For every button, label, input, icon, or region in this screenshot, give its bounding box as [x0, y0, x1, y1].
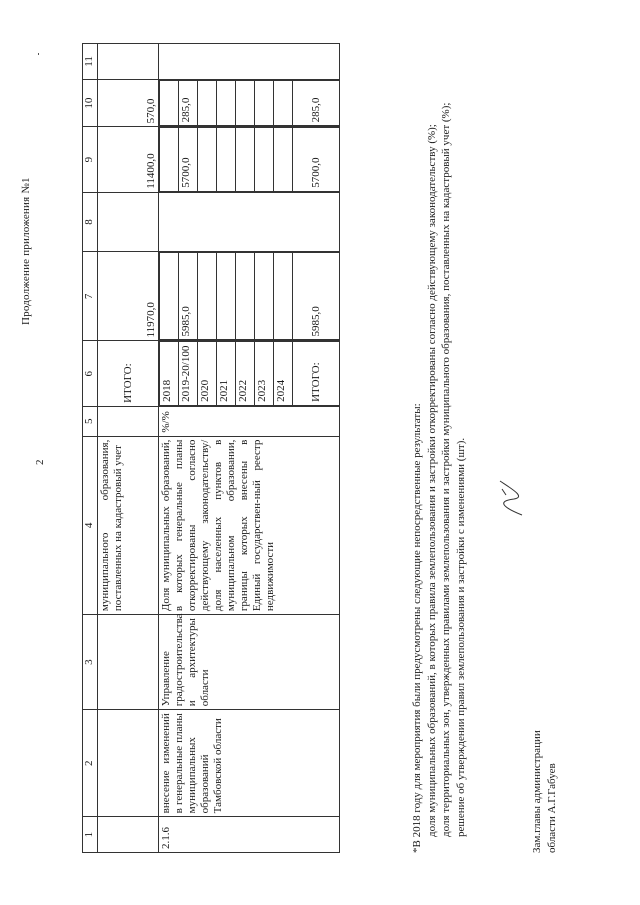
year: 2018 [160, 342, 179, 405]
executor: Управление градостроительства и архитектуры области [159, 615, 340, 710]
measures-table [82, 43, 340, 853]
col-header: 8 [83, 192, 98, 251]
signature-block [530, 730, 560, 853]
continuation-row [98, 44, 159, 853]
col-header: 3 [83, 615, 98, 710]
table-row [159, 44, 340, 853]
row-total-c10: 285,0 [293, 80, 340, 126]
total-c9: 11400,0 [98, 127, 159, 192]
y2019-c7: 5985,0 [179, 253, 198, 340]
y2019-c9: 5700,0 [179, 128, 198, 191]
measure-name: внесение изменений в генеральные планы муниципальных образований Тамбовской области [159, 710, 340, 817]
year: 2022 [236, 342, 255, 405]
continued-indicator-text: муниципального образования, поставленных на кадастровый учет [98, 436, 159, 614]
signature-title: Зам.главы администрации [531, 730, 543, 853]
year: 2020 [198, 342, 217, 405]
col-header: 7 [83, 252, 98, 341]
footnote: доля территориальных зон, утвержденных правилами землепользования и застройки муниципального образования, поставленных на кадастровый учет (%); [440, 102, 452, 837]
col-header: 6 [83, 341, 98, 406]
col-header: 1 [83, 817, 98, 853]
col-header: 2 [83, 710, 98, 817]
column-numbers-row [83, 44, 98, 853]
year: 2021 [217, 342, 236, 405]
total-c7: 11970,0 [98, 252, 159, 341]
indicator: Доля муниципальных образований, в которых генеральные планы откорректированы согласно действующему законодательству/ доля населенных пунктов в муниципальном образовании, границы которых внесены в Единый государствен-ный реестр недвижимости [159, 436, 340, 614]
years-cell [159, 341, 340, 406]
col-header: 5 [83, 406, 98, 436]
scan-mark [38, 53, 39, 55]
footnotes [410, 53, 468, 853]
y2019-c10: 285,0 [179, 80, 198, 126]
page-number: 2 [34, 459, 46, 465]
unit: %/% [159, 406, 340, 436]
footnote: *В 2018 году для мероприятия были предусмотрены следующие непосредственные результаты: [411, 403, 423, 853]
total-label: ИТОГО: [98, 341, 159, 406]
col-header: 11 [83, 44, 98, 80]
handwritten-mark [492, 465, 532, 525]
row-total-label: ИТОГО: [293, 342, 340, 405]
col-header: 4 [83, 436, 98, 614]
footnote: доля муниципальных образований, в которых правила землепользования и застройки откорректированы согласно действующему законодательству (%); [425, 124, 438, 837]
row-total-c7: 5985,0 [293, 253, 340, 340]
total-c10: 570,0 [98, 79, 159, 127]
year: 2019-20/100 [179, 342, 198, 405]
col-header: 10 [83, 79, 98, 127]
years-list [159, 341, 339, 405]
row-number: 2.1.6 [159, 817, 340, 853]
year: 2024 [274, 342, 293, 405]
continuation-label: Продолжение приложения №1 [20, 177, 32, 325]
footnote: решение об утверждении правил землепользования и застройки с изменениями (шт). [454, 437, 467, 837]
col-header: 9 [83, 127, 98, 192]
row-total-c9: 5700,0 [293, 128, 340, 191]
year: 2023 [255, 342, 274, 405]
signature-name: области А.Г.Габуев [546, 763, 558, 853]
